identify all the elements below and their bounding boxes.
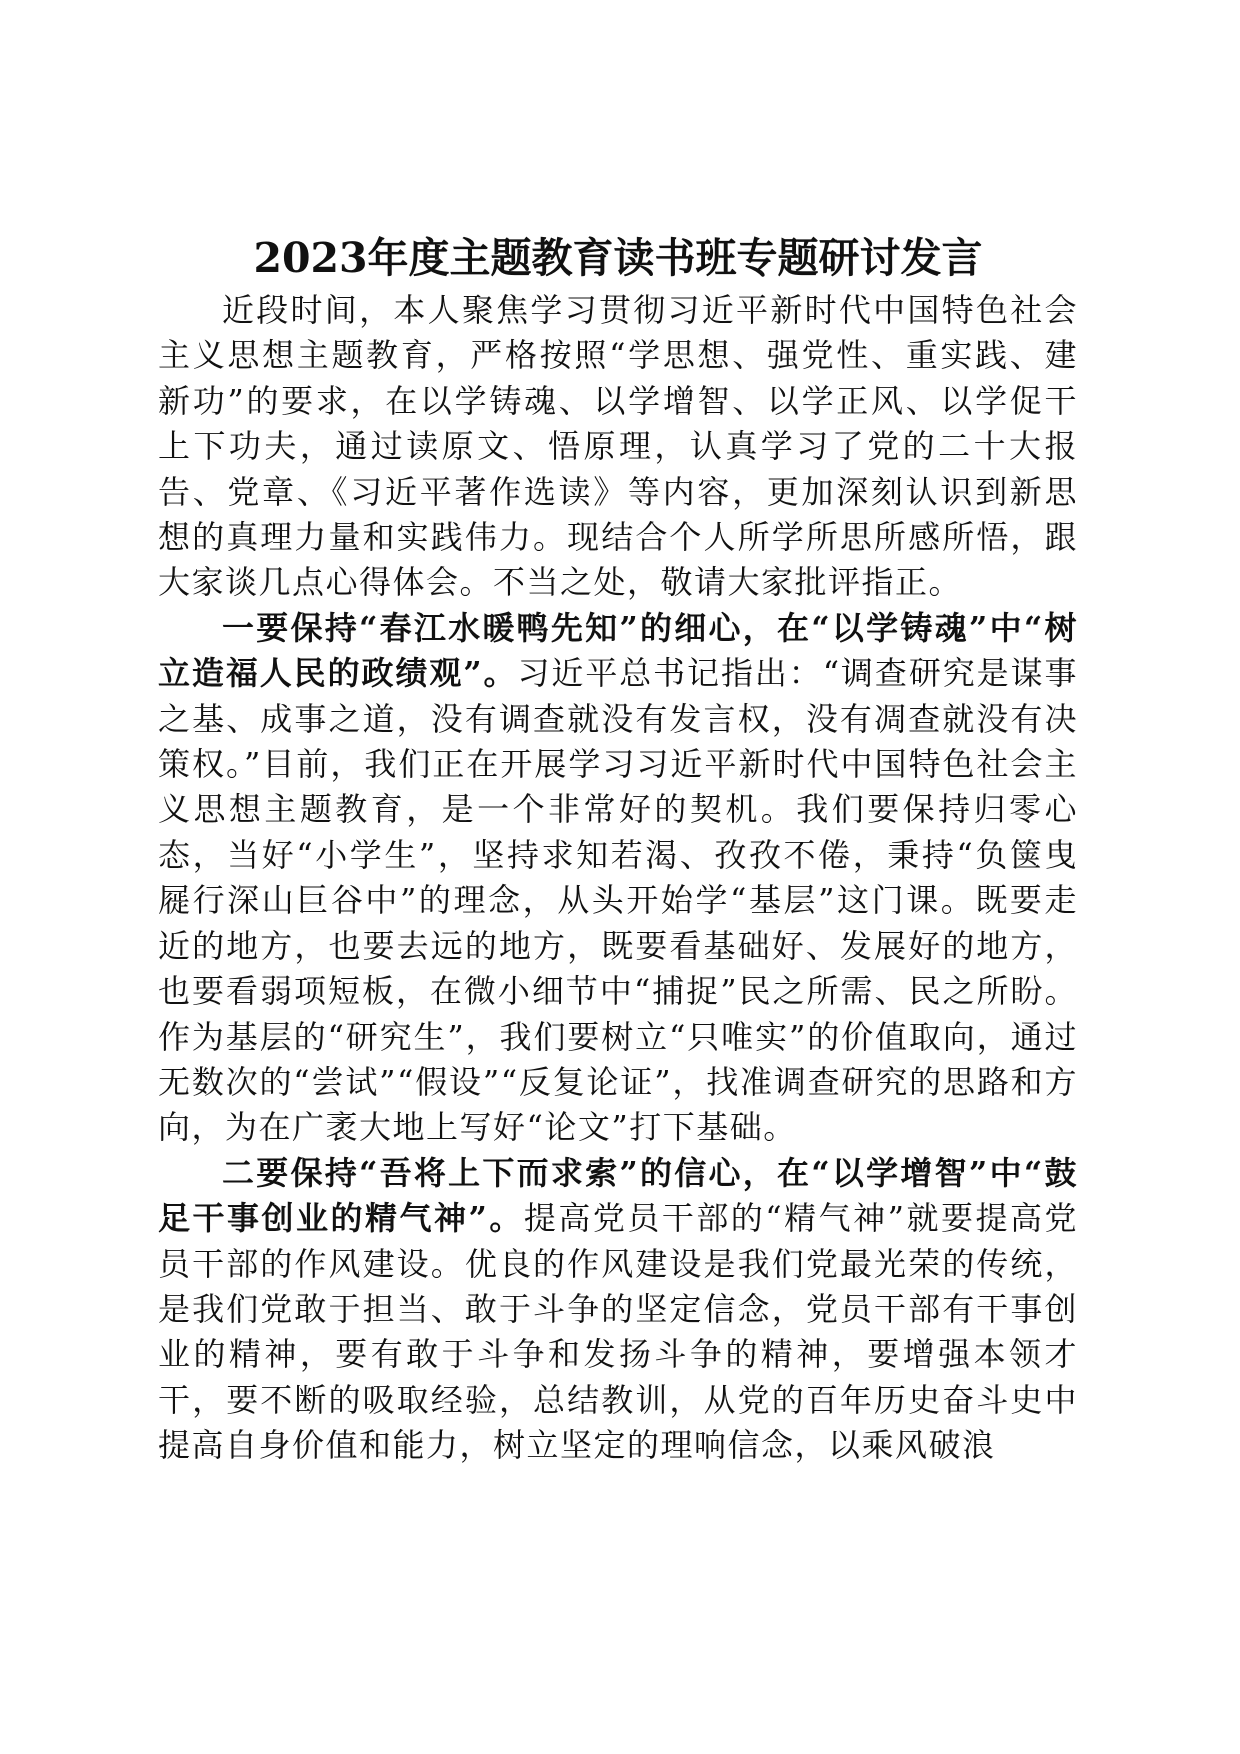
- document-page: [158, 228, 1078, 1469]
- intro-paragraph: [158, 288, 1078, 606]
- section-one-heading: 一要保持“春江水暖鸭先知”的细心，在“以学铸魂”中“树立造福人民的政绩观”。: [158, 608, 1078, 693]
- document-title: 2023年度主题教育读书班专题研讨发言: [253, 234, 983, 282]
- section-two-text: 提高党员干部的“精气神”就要提高党员干部的作风建设。优良的作风建设是我们党最光荣的传统，是我们党敢于担当、敢于斗争的坚定信念，党员干部有干事创业的精神，要有敢于斗争和发扬斗争的精神，要增强本领才干，要不断的吸取经验，总结教训，从党的百年历史奋斗史中提高自身价值和能力，树立坚定的理响信念，以乘风破浪: [158, 1199, 1078, 1465]
- paragraph-text: 近段时间，本人聚焦学习贯彻习近平新时代中国特色社会主义思想主题教育，严格按照“学思想、强党性、重实践、建新功”的要求，在以学铸魂、以学增智、以学正风、以学促干上下功夫，通过读原文、悟原理，认真学习了党的二十大报告、党章、《习近平著作选读》等内容，更加深刻认识到新思想的真理力量和实践伟力。现结合个人所学所思所感所悟，跟大家谈几点心得体会。不当之处，敬请大家批评指正。: [158, 291, 1078, 602]
- section-two-paragraph: [158, 1151, 1078, 1469]
- section-one-text: 习近平总书记指出：“调查研究是谋事之基、成事之道，没有调查就没有发言权，没有凋查就没有决策权。”目前，我们正在开展学习习近平新时代中国特色社会主义思想主题教育，是一个非常好的契机。我们要保持归零心态，当好“小学生”，坚持求知若渴、孜孜不倦，秉持“负箧曳屣行深山巨谷中”的理念，从头开始学“基层”这门课。既要走近的地方，也要去远的地方，既要看基础好、发展好的地方，也要看弱项短板，在微小细节中“捕捉”民之所需、民之所盼。作为基层的“研究生”，我们要树立“只唯实”的价值取向，通过无数次的“尝试”“假设”“反复论证”，找准调查研究的思路和方向，为在广袤大地上写好“论文”打下基础。: [158, 654, 1078, 1147]
- section-two-heading: 二要保持“吾将上下而求索”的信心，在“以学增智”中“鼓足干事创业的精气神”。: [158, 1153, 1078, 1238]
- section-one-paragraph: [158, 606, 1078, 1151]
